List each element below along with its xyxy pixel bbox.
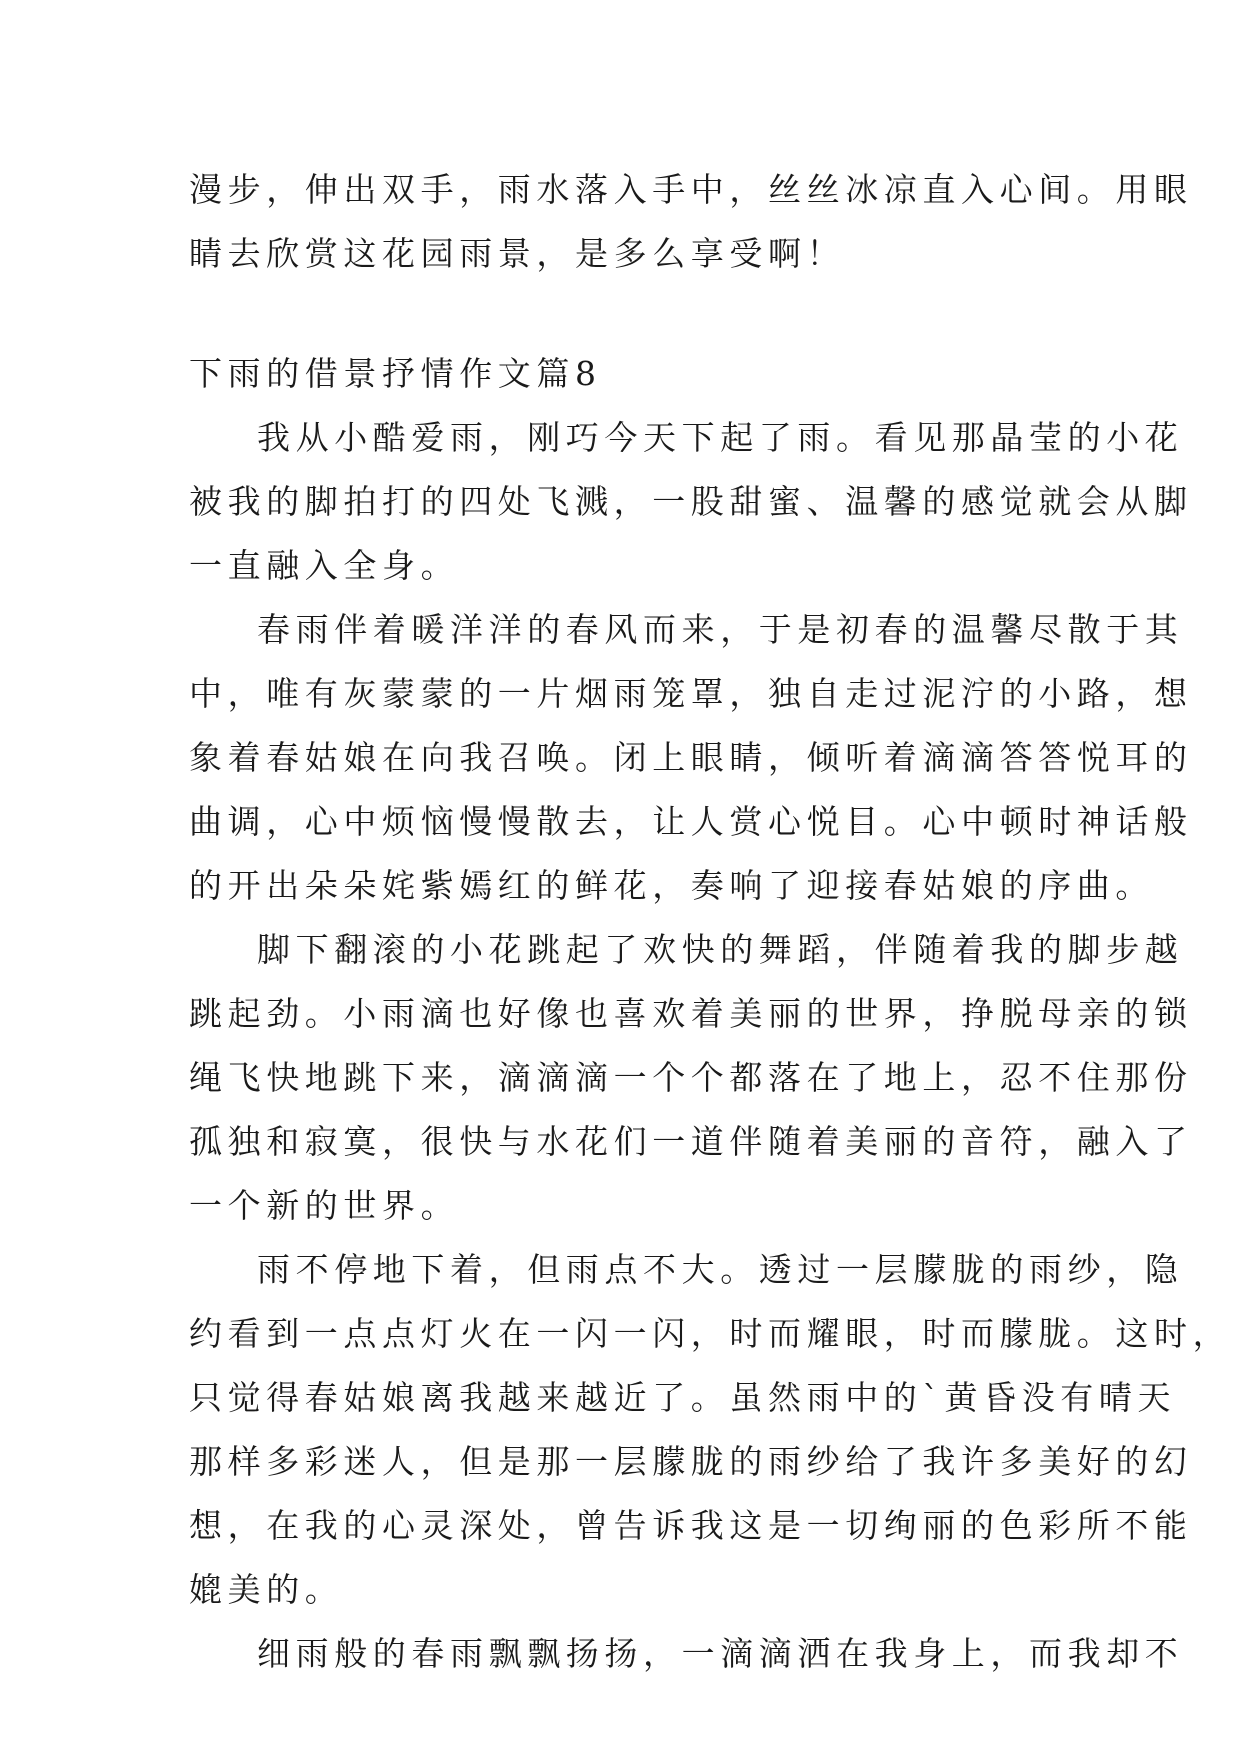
paragraph-line: 只觉得春姑娘离我越来越近了。虽然雨中的`黄昏没有晴天: [189, 1378, 1177, 1417]
paragraph-line: 象着春姑娘在向我召唤。闭上眼睛，倾听着滴滴答答悦耳的: [189, 738, 1193, 777]
paragraph-line: 曲调，心中烦恼慢慢散去，让人赏心悦目。心中顿时神话般: [189, 802, 1193, 841]
paragraph-line: 睛去欣赏这花园雨景，是多么享受啊！: [189, 234, 846, 273]
paragraph-line: 媲美的。: [189, 1570, 344, 1609]
paragraph-line: 约看到一点点灯火在一闪一闪，时而耀眼，时而朦胧。这时，: [189, 1314, 1232, 1353]
paragraph-line: 春雨伴着暖洋洋的春风而来，于是初春的温馨尽散于其: [257, 610, 1184, 649]
paragraph-line: 我从小酷爱雨，刚巧今天下起了雨。看见那晶莹的小花: [257, 418, 1184, 457]
paragraph-line: 一直融入全身。: [189, 546, 460, 585]
paragraph-line: 绳飞快地跳下来，滴滴滴一个个都落在了地上，忍不住那份: [189, 1058, 1193, 1097]
paragraph-line: 脚下翻滚的小花跳起了欢快的舞蹈，伴随着我的脚步越: [257, 930, 1184, 969]
paragraph-line: 想，在我的心灵深处，曾告诉我这是一切绚丽的色彩所不能: [189, 1506, 1193, 1545]
paragraph-line: 细雨般的春雨飘飘扬扬，一滴滴洒在我身上，而我却不: [257, 1634, 1184, 1673]
paragraph-line: 那样多彩迷人，但是那一层朦胧的雨纱给了我许多美好的幻: [189, 1442, 1193, 1481]
paragraph-line: 中，唯有灰蒙蒙的一片烟雨笼罩，独自走过泥泞的小路，想: [189, 674, 1193, 713]
paragraph-line: 雨不停地下着，但雨点不大。透过一层朦胧的雨纱，隐: [257, 1250, 1184, 1289]
paragraph-line: 漫步，伸出双手，雨水落入手中，丝丝冰凉直入心间。用眼: [189, 170, 1193, 209]
paragraph-line: 被我的脚拍打的四处飞溅，一股甜蜜、温馨的感觉就会从脚: [189, 482, 1193, 521]
section-title: 下雨的借景抒情作文篇8: [189, 354, 602, 393]
paragraph-line: 跳起劲。小雨滴也好像也喜欢着美丽的世界，挣脱母亲的锁: [189, 994, 1193, 1033]
document-body: [189, 158, 1232, 1686]
paragraph-line: 孤独和寂寞，很快与水花们一道伴随着美丽的音符，融入了: [189, 1122, 1193, 1161]
paragraph-line: 一个新的世界。: [189, 1186, 460, 1225]
paragraph-line: 的开出朵朵姹紫嫣红的鲜花，奏响了迎接春姑娘的序曲。: [189, 866, 1154, 905]
